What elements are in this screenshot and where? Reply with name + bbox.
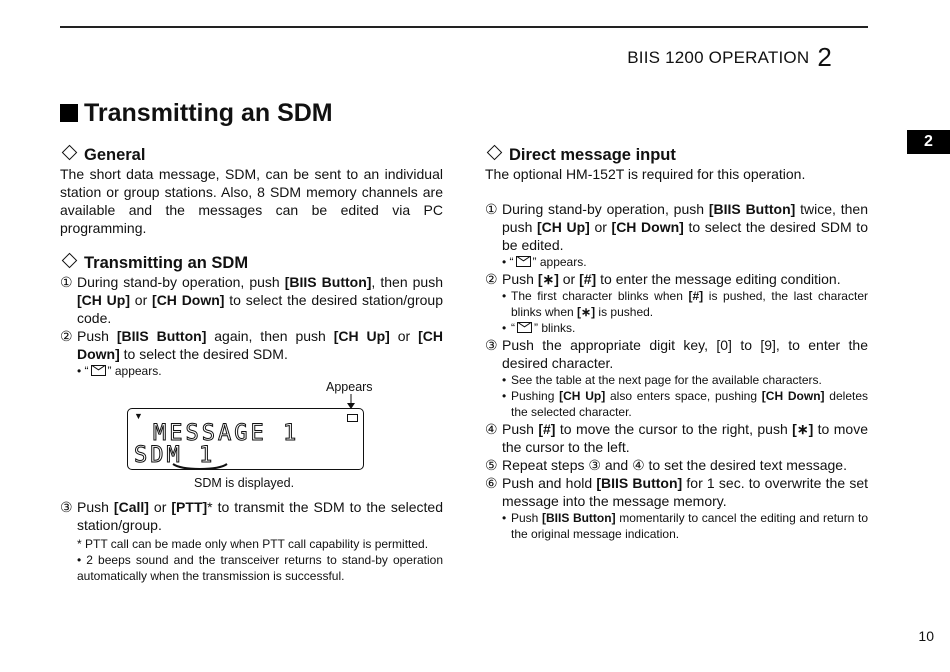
chapter-number: 2 (817, 42, 832, 72)
right-step-2-note-1: • The first character blinks when [#] is pushed, the last character blinks when [∗] is pushed. (502, 289, 868, 319)
right-step-2-note-2: • “ ” blinks. (502, 321, 576, 335)
diamond-icon (62, 145, 78, 161)
square-bullet-icon (60, 104, 78, 122)
diamond-icon (62, 253, 78, 269)
chapter-tab: 2 (907, 130, 950, 154)
left-column-lower (60, 498, 443, 584)
section-title: BIIS 1200 OPERATION (627, 48, 810, 67)
lcd-caption: SDM is displayed. (194, 476, 295, 490)
step-3-note-1: * PTT call can be made only when PTT call capability is permitted. (77, 537, 429, 551)
right-step-1-note: • “ ” appears. (502, 255, 587, 269)
envelope-icon (347, 414, 358, 422)
step-2: ② Push [BIIS Button] again, then push [CH Up] or [CH Down] to select the desired SDM. • “ ” appears. (60, 328, 443, 378)
right-step-3-note-2: • Pushing [CH Up] also enters space, pushing [CH Down] deletes the selected character. (502, 389, 869, 419)
step-2-note: • “ ” appears. (77, 364, 162, 378)
direct-input-intro: The optional HM-152T is required for this operation. (485, 166, 806, 182)
general-heading: General (60, 146, 443, 165)
right-step-6-note-1: • Push [BIIS Button] momentarily to cancel the editing and return to the original message indication. (502, 511, 869, 541)
right-step-6: ⑥ Push and hold [BIIS Button] for 1 sec. to overwrite the set message into the message memory. • Push [BIIS Button] momentarily to cancel the editing and return to the original message indication. (485, 475, 869, 541)
right-step-5: ⑤ Repeat steps ③ and ④ to set the desired text message. (485, 457, 847, 473)
brace-icon (172, 463, 228, 473)
running-header (627, 42, 832, 73)
antenna-icon: ▼ (134, 411, 143, 421)
right-step-3-note-1: • See the table at the next page for the available characters. (502, 373, 822, 387)
lcd-display (127, 408, 364, 470)
top-rule (60, 26, 868, 28)
envelope-icon (91, 365, 106, 376)
appears-label: Appears (326, 380, 373, 394)
transmitting-heading: Transmitting an SDM (60, 254, 443, 273)
right-step-3: ③ Push the appropriate digit key, [0] to [9], to enter the desired character. • See the table at the next page for the available characters. • Pushing [CH Up] also enters space, pushing [CH Down] deletes the selected character. (485, 337, 869, 419)
right-step-4: ④ Push [#] to move the cursor to the right, push [∗] to move the cursor to the left. (485, 421, 868, 455)
right-step-2: ② Push [∗] or [#] to enter the message editing condition. • The first character blinks when [#] is pushed, the last character blinks when [∗] is pushed. • “ ” blinks. (485, 271, 868, 335)
lcd-line-1: MESSAGE 1 (153, 421, 300, 446)
step-3-note-2: • 2 beeps sound and the transceiver returns to stand-by operation automatically when the transmission is successful. (77, 553, 443, 583)
right-step-1: ① During stand-by operation, push [BIIS Button] twice, then push [CH Up] or [CH Down] to select the desired SDM to be edited. • “ ” appears. (485, 201, 869, 269)
step-3: ③ Push [Call] or [PTT]* to transmit the SDM to the selected station/group. * PTT call can be made only when PTT call capability is permitted. • 2 beeps sound and the transceiver returns to stand-by operation automatically when the transmission is successful. (60, 499, 443, 583)
page-number: 10 (918, 628, 934, 644)
page-title: Transmitting an SDM (60, 99, 333, 128)
direct-input-heading: Direct message input (485, 146, 868, 165)
envelope-icon (516, 256, 531, 267)
right-column (485, 146, 868, 542)
step-1: ① During stand-by operation, push [BIIS Button], then push [CH Up] or [CH Down] to select the desired station/group code. (60, 274, 444, 326)
diamond-icon (487, 145, 503, 161)
left-column (60, 146, 443, 379)
lcd-line-2: SDM 1 (134, 443, 216, 468)
envelope-icon (517, 322, 532, 333)
general-text: The short data message, SDM, can be sent to an individual station or group stations. Also, 8 SDM memory channels are available and the messages can be edited via PC programming. (60, 166, 443, 236)
